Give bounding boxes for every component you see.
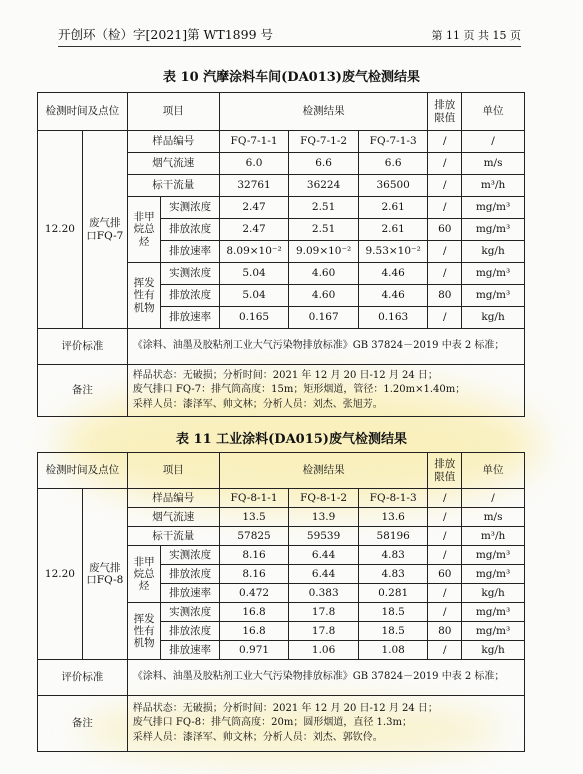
note-line: 样品状态：无破损；分析时间：2021 年 12 月 20 日-12 月 24 日； bbox=[132, 702, 438, 714]
row-label: 实测浓度 bbox=[161, 197, 219, 219]
header-result: 检测结果 bbox=[219, 453, 428, 489]
eval-label: 评价标准 bbox=[38, 660, 128, 696]
page-header bbox=[58, 24, 521, 47]
row-label: 烟气流速 bbox=[127, 508, 219, 527]
unit-cell: m/s bbox=[462, 508, 525, 527]
unit-cell: / bbox=[462, 131, 525, 153]
row-label: 排放速率 bbox=[161, 307, 219, 329]
limit-cell: / bbox=[428, 241, 462, 263]
row-label: 实测浓度 bbox=[161, 603, 219, 622]
table2 bbox=[37, 452, 525, 752]
point-cell: 废气排口FQ-7 bbox=[82, 131, 127, 329]
eval-standard: 《涂料、油墨及胶粘剂工业大气污染物排放标准》GB 37824－2019 中表 2 标准； bbox=[127, 660, 524, 696]
value-cell: 8.09×10⁻² bbox=[219, 241, 289, 263]
row-label: 排放速率 bbox=[161, 584, 219, 603]
row-label: 实测浓度 bbox=[161, 263, 219, 285]
value-cell: 8.16 bbox=[219, 546, 289, 565]
value-cell: 2.61 bbox=[358, 197, 428, 219]
limit-cell: / bbox=[428, 307, 462, 329]
date-cell: 12.20 bbox=[38, 489, 83, 660]
unit-cell: mg/m³ bbox=[462, 622, 525, 641]
row-label: 标干流量 bbox=[127, 527, 219, 546]
value-cell: 2.47 bbox=[219, 219, 289, 241]
limit-cell: / bbox=[428, 197, 462, 219]
value-cell: 0.472 bbox=[219, 584, 289, 603]
limit-cell: 60 bbox=[428, 565, 462, 584]
value-cell: 6.44 bbox=[289, 546, 359, 565]
row-label: 排放速率 bbox=[161, 241, 219, 263]
value-cell: 18.5 bbox=[358, 622, 428, 641]
value-cell: 17.8 bbox=[289, 622, 359, 641]
value-cell: 6.0 bbox=[219, 153, 289, 175]
note-line: 废气排口 FQ-7：排气筒高度：15m；矩形烟道，管径：1.20m×1.40m； bbox=[132, 384, 466, 396]
group-label-nmhc: 非甲烷总烃 bbox=[127, 197, 161, 263]
limit-cell: / bbox=[428, 263, 462, 285]
header-limit: 排放限值 bbox=[428, 93, 462, 131]
table2-title: 表 11 工业涂料(DA015)废气检测结果 bbox=[176, 432, 407, 447]
note-line: 废气排口 FQ-8：排气筒高度：20m；圆形烟道，直径 1.3m； bbox=[132, 717, 412, 729]
sample-id: FQ-8-1-2 bbox=[289, 489, 359, 508]
value-cell: 0.165 bbox=[219, 307, 289, 329]
row-label: 标干流量 bbox=[127, 175, 219, 197]
row-label: 烟气流速 bbox=[127, 153, 219, 175]
value-cell: 8.16 bbox=[219, 565, 289, 584]
eval-label: 评价标准 bbox=[38, 329, 128, 365]
sample-id: FQ-7-1-1 bbox=[219, 131, 289, 153]
value-cell: 4.83 bbox=[358, 546, 428, 565]
limit-cell: 80 bbox=[428, 285, 462, 307]
value-cell: 32761 bbox=[219, 175, 289, 197]
value-cell: 13.5 bbox=[219, 508, 289, 527]
header-unit: 单位 bbox=[462, 453, 525, 489]
limit-cell: / bbox=[428, 508, 462, 527]
note-content bbox=[127, 365, 524, 417]
value-cell: 59539 bbox=[289, 527, 359, 546]
unit-cell: kg/h bbox=[462, 641, 525, 660]
row-label: 排放浓度 bbox=[161, 285, 219, 307]
unit-cell: kg/h bbox=[462, 241, 525, 263]
row-label: 排放浓度 bbox=[161, 219, 219, 241]
sample-label: 样品编号 bbox=[127, 131, 219, 153]
sample-label: 样品编号 bbox=[127, 489, 219, 508]
value-cell: 5.04 bbox=[219, 285, 289, 307]
group-label-nmhc: 非甲烷总烃 bbox=[127, 546, 161, 603]
value-cell: 36500 bbox=[358, 175, 428, 197]
value-cell: 17.8 bbox=[289, 603, 359, 622]
limit-cell: / bbox=[428, 584, 462, 603]
header-time-point: 检测时间及点位 bbox=[38, 93, 128, 131]
value-cell: 2.51 bbox=[289, 197, 359, 219]
header-time-point: 检测时间及点位 bbox=[38, 453, 128, 489]
unit-cell: mg/m³ bbox=[462, 546, 525, 565]
header-item: 项目 bbox=[127, 93, 219, 131]
limit-cell: / bbox=[428, 175, 462, 197]
limit-cell: 60 bbox=[428, 219, 462, 241]
header-item: 项目 bbox=[127, 453, 219, 489]
value-cell: 9.09×10⁻² bbox=[289, 241, 359, 263]
limit-cell: / bbox=[428, 131, 462, 153]
header-result: 检测结果 bbox=[219, 93, 428, 131]
header-limit: 排放限值 bbox=[428, 453, 462, 489]
value-cell: 4.83 bbox=[358, 565, 428, 584]
value-cell: 13.9 bbox=[289, 508, 359, 527]
unit-cell: mg/m³ bbox=[462, 197, 525, 219]
note-line: 样品状态：无破损；分析时间：2021 年 12 月 20 日-12 月 24 日； bbox=[132, 369, 438, 381]
value-cell: 57825 bbox=[219, 527, 289, 546]
unit-cell: m/s bbox=[462, 153, 525, 175]
unit-cell: m³/h bbox=[462, 527, 525, 546]
value-cell: 2.47 bbox=[219, 197, 289, 219]
note-label: 备注 bbox=[38, 696, 128, 752]
value-cell: 16.8 bbox=[219, 603, 289, 622]
eval-standard: 《涂料、油墨及胶粘剂工业大气污染物排放标准》GB 37824－2019 中表 2 标准； bbox=[127, 329, 524, 365]
sample-id: FQ-7-1-3 bbox=[358, 131, 428, 153]
unit-cell: mg/m³ bbox=[462, 285, 525, 307]
value-cell: 1.06 bbox=[289, 641, 359, 660]
limit-cell: / bbox=[428, 527, 462, 546]
value-cell: 0.971 bbox=[219, 641, 289, 660]
row-label: 排放浓度 bbox=[161, 565, 219, 584]
value-cell: 4.46 bbox=[358, 285, 428, 307]
unit-cell: / bbox=[462, 489, 525, 508]
value-cell: 18.5 bbox=[358, 603, 428, 622]
row-label: 排放浓度 bbox=[161, 622, 219, 641]
unit-cell: kg/h bbox=[462, 307, 525, 329]
page-number: 第 11 页 共 15 页 bbox=[431, 29, 521, 42]
limit-cell: 80 bbox=[428, 622, 462, 641]
value-cell: 13.6 bbox=[358, 508, 428, 527]
value-cell: 0.281 bbox=[358, 584, 428, 603]
note-content bbox=[127, 696, 524, 752]
unit-cell: mg/m³ bbox=[462, 603, 525, 622]
limit-cell: / bbox=[428, 546, 462, 565]
value-cell: 0.163 bbox=[358, 307, 428, 329]
value-cell: 9.53×10⁻² bbox=[358, 241, 428, 263]
value-cell: 6.44 bbox=[289, 565, 359, 584]
unit-cell: mg/m³ bbox=[462, 219, 525, 241]
table1-title: 表 10 汽摩涂料车间(DA013)废气检测结果 bbox=[163, 70, 420, 85]
report-number: 开创环（检）字[2021]第 WT1899 号 bbox=[58, 27, 274, 42]
value-cell: 0.383 bbox=[289, 584, 359, 603]
sample-id: FQ-7-1-2 bbox=[289, 131, 359, 153]
table1 bbox=[37, 92, 525, 417]
value-cell: 36224 bbox=[289, 175, 359, 197]
header-unit: 单位 bbox=[462, 93, 525, 131]
value-cell: 6.6 bbox=[289, 153, 359, 175]
row-label: 排放速率 bbox=[161, 641, 219, 660]
value-cell: 2.61 bbox=[358, 219, 428, 241]
unit-cell: kg/h bbox=[462, 584, 525, 603]
limit-cell: / bbox=[428, 641, 462, 660]
note-label: 备注 bbox=[38, 365, 128, 417]
sample-id: FQ-8-1-1 bbox=[219, 489, 289, 508]
value-cell: 4.60 bbox=[289, 285, 359, 307]
value-cell: 0.167 bbox=[289, 307, 359, 329]
value-cell: 2.51 bbox=[289, 219, 359, 241]
sample-id: FQ-8-1-3 bbox=[358, 489, 428, 508]
limit-cell: / bbox=[428, 489, 462, 508]
note-line: 采样人员：漆泽军、帅文林；分析人员：刘杰、张旭芳。 bbox=[132, 398, 383, 410]
value-cell: 1.08 bbox=[358, 641, 428, 660]
group-label-voc: 挥发性有机物 bbox=[127, 263, 161, 329]
value-cell: 16.8 bbox=[219, 622, 289, 641]
value-cell: 6.6 bbox=[358, 153, 428, 175]
limit-cell: / bbox=[428, 153, 462, 175]
value-cell: 58196 bbox=[358, 527, 428, 546]
value-cell: 4.60 bbox=[289, 263, 359, 285]
date-cell: 12.20 bbox=[38, 131, 83, 329]
value-cell: 4.46 bbox=[358, 263, 428, 285]
unit-cell: mg/m³ bbox=[462, 565, 525, 584]
group-label-voc: 挥发性有机物 bbox=[127, 603, 161, 660]
unit-cell: m³/h bbox=[462, 175, 525, 197]
value-cell: 5.04 bbox=[219, 263, 289, 285]
note-line: 采样人员：漆泽军、帅文林；分析人员：刘杰、郭钦伶。 bbox=[132, 731, 383, 743]
row-label: 实测浓度 bbox=[161, 546, 219, 565]
point-cell: 废气排口FQ-8 bbox=[82, 489, 127, 660]
unit-cell: mg/m³ bbox=[462, 263, 525, 285]
limit-cell: / bbox=[428, 603, 462, 622]
